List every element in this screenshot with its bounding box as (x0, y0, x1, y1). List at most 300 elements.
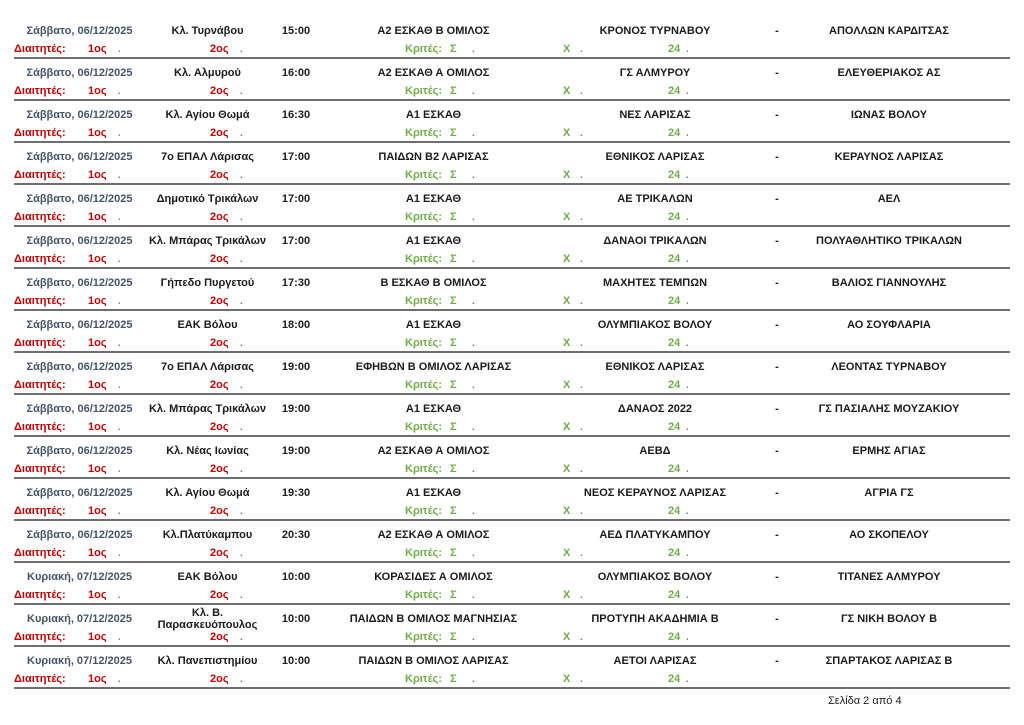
referee2-dot: . (240, 296, 243, 307)
away-team: ΙΩΝΑΣ ΒΟΛΟΥ (850, 108, 928, 121)
referees-label: Διαιτητές: (14, 379, 66, 391)
officials-line (14, 548, 1010, 561)
match-time: 15:00 (281, 24, 311, 37)
referee1-dot: . (118, 674, 121, 685)
referees-label: Διαιτητές: (14, 85, 66, 97)
match-info-line (14, 521, 1010, 548)
officials-label: Κριτές: (405, 253, 443, 265)
timekeeper-label: Χ (563, 589, 571, 601)
timekeeper-dot: . (580, 338, 583, 349)
officials-label: Κριτές: (405, 211, 443, 223)
shotclock-dot: . (686, 380, 689, 391)
match-time: 17:00 (281, 150, 311, 163)
timekeeper-dot: . (580, 422, 583, 433)
officials-line (14, 422, 1010, 435)
shotclock-label: 24 (668, 673, 681, 685)
referee2-dot: . (240, 380, 243, 391)
shotclock-label: 24 (668, 169, 681, 181)
home-team: ΚΡΟΝΟΣ ΤΥΡΝΑΒΟΥ (599, 24, 711, 37)
match-date: Σάββατο, 06/12/2025 (26, 486, 133, 499)
officials-label: Κριτές: (405, 631, 443, 643)
match-row (14, 521, 1010, 563)
referee2-label: 2ος (210, 127, 229, 139)
scorer-label: Σ (450, 43, 457, 55)
match-row (14, 647, 1010, 689)
home-team: ΕΘΝΙΚΟΣ ΛΑΡΙΣΑΣ (605, 150, 705, 163)
match-info-line (14, 563, 1010, 590)
officials-label: Κριτές: (405, 589, 443, 601)
match-date: Κυριακή, 07/12/2025 (27, 612, 132, 625)
scorer-label: Σ (450, 505, 457, 517)
officials-label: Κριτές: (405, 43, 443, 55)
referee1-dot: . (118, 464, 121, 475)
match-venue: Γήπεδο Πυργετού (160, 276, 255, 289)
referee1-label: 1ος (88, 337, 107, 349)
shotclock-dot: . (686, 506, 689, 517)
referee2-label: 2ος (210, 379, 229, 391)
match-venue: Κλ.Πλατύκαμπου (162, 528, 253, 541)
referee1-dot: . (118, 338, 121, 349)
shotclock-label: 24 (668, 253, 681, 265)
match-category: Α1 ΕΣΚΑΘ (405, 108, 462, 121)
match-date: Σάββατο, 06/12/2025 (26, 66, 133, 79)
shotclock-label: 24 (668, 43, 681, 55)
scorer-dot: . (472, 590, 475, 601)
home-team: ΠΡΟΤΥΠΗ ΑΚΑΔΗΜΙΑ Β (591, 612, 719, 625)
home-team: ΓΣ ΑΛΜΥΡΟΥ (619, 66, 691, 79)
match-row (14, 59, 1010, 101)
referee2-dot: . (240, 506, 243, 517)
referee2-dot: . (240, 590, 243, 601)
scorer-label: Σ (450, 295, 457, 307)
match-time: 19:00 (281, 444, 311, 457)
referee2-label: 2ος (210, 421, 229, 433)
home-team: ΜΑΧΗΤΕΣ ΤΕΜΠΩΝ (602, 276, 708, 289)
match-date: Σάββατο, 06/12/2025 (26, 528, 133, 541)
referees-label: Διαιτητές: (14, 127, 66, 139)
referee1-dot: . (118, 632, 121, 643)
referee2-dot: . (240, 86, 243, 97)
referee1-dot: . (118, 548, 121, 559)
match-time: 17:30 (281, 276, 311, 289)
referees-label: Διαιτητές: (14, 295, 66, 307)
referees-label: Διαιτητές: (14, 253, 66, 265)
referee1-label: 1ος (88, 631, 107, 643)
vs-dash: - (775, 318, 779, 331)
timekeeper-label: Χ (563, 463, 571, 475)
referee2-dot: . (240, 422, 243, 433)
referee1-label: 1ος (88, 169, 107, 181)
referee1-label: 1ος (88, 421, 107, 433)
match-category: Α1 ΕΣΚΑΘ (405, 192, 462, 205)
timekeeper-dot: . (580, 86, 583, 97)
vs-dash: - (775, 570, 779, 583)
match-venue: Κλ. Αγίου Θωμά (165, 486, 250, 499)
away-team: ΑΠΟΛΛΩΝ ΚΑΡΔΙΤΣΑΣ (829, 24, 949, 37)
match-info-line (14, 17, 1010, 44)
officials-line (14, 254, 1010, 267)
match-date: Σάββατο, 06/12/2025 (26, 24, 133, 37)
shotclock-label: 24 (668, 589, 681, 601)
match-venue: 7ο ΕΠΑΛ Λάρισας (160, 150, 255, 163)
match-info-line (14, 479, 1010, 506)
match-venue: ΕΑΚ Βόλου (177, 570, 238, 583)
match-venue: Κλ. Μπάρας Τρικάλων (148, 402, 267, 415)
scorer-dot: . (472, 422, 475, 433)
away-team: ΤΙΤΑΝΕΣ ΑΛΜΥΡΟΥ (837, 570, 941, 583)
referees-label: Διαιτητές: (14, 463, 66, 475)
match-info-line (14, 143, 1010, 170)
timekeeper-dot: . (580, 506, 583, 517)
timekeeper-label: Χ (563, 379, 571, 391)
vs-dash: - (775, 444, 779, 457)
timekeeper-label: Χ (563, 253, 571, 265)
match-time: 16:00 (281, 66, 311, 79)
shotclock-label: 24 (668, 631, 681, 643)
referee2-label: 2ος (210, 589, 229, 601)
referees-label: Διαιτητές: (14, 589, 66, 601)
timekeeper-dot: . (580, 380, 583, 391)
vs-dash: - (775, 66, 779, 79)
shotclock-dot: . (686, 212, 689, 223)
match-row (14, 437, 1010, 479)
vs-dash: - (775, 654, 779, 667)
referee2-dot: . (240, 338, 243, 349)
match-time: 10:00 (281, 570, 311, 583)
timekeeper-label: Χ (563, 85, 571, 97)
referee2-dot: . (240, 632, 243, 643)
shotclock-label: 24 (668, 85, 681, 97)
referee2-label: 2ος (210, 169, 229, 181)
referee2-dot: . (240, 674, 243, 685)
shotclock-dot: . (686, 338, 689, 349)
officials-label: Κριτές: (405, 379, 443, 391)
referees-label: Διαιτητές: (14, 673, 66, 685)
referee2-label: 2ος (210, 547, 229, 559)
match-info-line (14, 227, 1010, 254)
home-team: ΝΕΟΣ ΚΕΡΑΥΝΟΣ ΛΑΡΙΣΑΣ (583, 486, 727, 499)
match-venue: Δημοτικό Τρικάλων (156, 192, 259, 205)
match-row (14, 143, 1010, 185)
referee1-label: 1ος (88, 211, 107, 223)
shotclock-dot: . (686, 548, 689, 559)
shotclock-dot: . (686, 128, 689, 139)
match-time: 17:00 (281, 234, 311, 247)
match-venue: 7ο ΕΠΑΛ Λάρισας (160, 360, 255, 373)
match-date: Σάββατο, 06/12/2025 (26, 234, 133, 247)
timekeeper-dot: . (580, 128, 583, 139)
scorer-dot: . (472, 296, 475, 307)
officials-line (14, 128, 1010, 141)
match-date: Σάββατο, 06/12/2025 (26, 360, 133, 373)
match-category: Α1 ΕΣΚΑΘ (405, 402, 462, 415)
timekeeper-dot: . (580, 44, 583, 55)
timekeeper-label: Χ (563, 169, 571, 181)
referees-label: Διαιτητές: (14, 43, 66, 55)
referee2-dot: . (240, 44, 243, 55)
away-team: ΑΓΡΙΑ ΓΣ (864, 486, 914, 499)
referee2-dot: . (240, 170, 243, 181)
officials-label: Κριτές: (405, 463, 443, 475)
scorer-dot: . (472, 170, 475, 181)
timekeeper-label: Χ (563, 547, 571, 559)
referee1-dot: . (118, 254, 121, 265)
scorer-dot: . (472, 86, 475, 97)
officials-label: Κριτές: (405, 295, 443, 307)
scorer-label: Σ (450, 337, 457, 349)
officials-label: Κριτές: (405, 505, 443, 517)
timekeeper-label: Χ (563, 421, 571, 433)
match-venue: Κλ. Β. Παρασκευόπουλος (157, 606, 258, 631)
referee2-dot: . (240, 464, 243, 475)
referee1-label: 1ος (88, 673, 107, 685)
match-category: ΠΑΙΔΩΝ Β2 ΛΑΡΙΣΑΣ (378, 150, 489, 163)
referee2-label: 2ος (210, 463, 229, 475)
officials-line (14, 212, 1010, 225)
match-time: 20:30 (281, 528, 311, 541)
vs-dash: - (775, 486, 779, 499)
shotclock-dot: . (686, 296, 689, 307)
vs-dash: - (775, 24, 779, 37)
referees-label: Διαιτητές: (14, 505, 66, 517)
away-team: ΚΕΡΑΥΝΟΣ ΛΑΡΙΣΑΣ (834, 150, 944, 163)
referees-label: Διαιτητές: (14, 421, 66, 433)
shotclock-label: 24 (668, 127, 681, 139)
scorer-dot: . (472, 464, 475, 475)
home-team: ΔΑΝΑΟΣ 2022 (617, 402, 693, 415)
referee1-dot: . (118, 212, 121, 223)
match-category: Α2 ΕΣΚΑΘ Β ΟΜΙΛΟΣ (377, 24, 490, 37)
shotclock-dot: . (686, 44, 689, 55)
scorer-dot: . (472, 380, 475, 391)
match-category: Α2 ΕΣΚΑΘ Α ΟΜΙΛΟΣ (377, 66, 490, 79)
match-row (14, 269, 1010, 311)
match-row (14, 185, 1010, 227)
officials-line (14, 674, 1010, 687)
match-info-line (14, 59, 1010, 86)
match-info-line (14, 311, 1010, 338)
match-category: Α2 ΕΣΚΑΘ Α ΟΜΙΛΟΣ (377, 444, 490, 457)
match-row (14, 479, 1010, 521)
officials-label: Κριτές: (405, 421, 443, 433)
scorer-label: Σ (450, 85, 457, 97)
match-row (14, 227, 1010, 269)
match-time: 10:00 (281, 654, 311, 667)
referee1-label: 1ος (88, 463, 107, 475)
referee1-label: 1ος (88, 253, 107, 265)
match-row (14, 353, 1010, 395)
vs-dash: - (775, 360, 779, 373)
match-category: Α1 ΕΣΚΑΘ (405, 234, 462, 247)
match-time: 16:30 (281, 108, 311, 121)
match-date: Σάββατο, 06/12/2025 (26, 192, 133, 205)
scorer-dot: . (472, 674, 475, 685)
scorer-label: Σ (450, 379, 457, 391)
match-venue: Κλ. Πανεπιστημίου (157, 654, 258, 667)
match-date: Σάββατο, 06/12/2025 (26, 150, 133, 163)
referees-label: Διαιτητές: (14, 547, 66, 559)
referee2-label: 2ος (210, 85, 229, 97)
scorer-dot: . (472, 128, 475, 139)
shotclock-dot: . (686, 170, 689, 181)
page-indicator: Σελίδα 2 από 4 (828, 695, 902, 707)
timekeeper-dot: . (580, 674, 583, 685)
match-category: Α2 ΕΣΚΑΘ Α ΟΜΙΛΟΣ (377, 528, 490, 541)
referees-label: Διαιτητές: (14, 631, 66, 643)
timekeeper-label: Χ (563, 295, 571, 307)
officials-line (14, 44, 1010, 57)
match-row (14, 605, 1010, 647)
match-venue: Κλ. Τυρνάβου (171, 24, 244, 37)
shotclock-dot: . (686, 422, 689, 433)
referee2-dot: . (240, 548, 243, 559)
timekeeper-label: Χ (563, 631, 571, 643)
referee1-dot: . (118, 128, 121, 139)
shotclock-label: 24 (668, 379, 681, 391)
away-team: ΕΡΜΗΣ ΑΓΙΑΣ (852, 444, 926, 457)
match-info-line (14, 647, 1010, 674)
shotclock-label: 24 (668, 421, 681, 433)
match-time: 19:00 (281, 360, 311, 373)
match-time: 19:30 (281, 486, 311, 499)
match-venue: Κλ. Αλμυρού (174, 66, 241, 79)
scorer-dot: . (472, 212, 475, 223)
timekeeper-dot: . (580, 632, 583, 643)
referees-label: Διαιτητές: (14, 211, 66, 223)
away-team: ΓΣ ΝΙΚΗ ΒΟΛΟΥ Β (840, 612, 938, 625)
referee2-label: 2ος (210, 295, 229, 307)
referee1-dot: . (118, 380, 121, 391)
match-category: ΠΑΙΔΩΝ Β ΟΜΙΛΟΣ ΛΑΡΙΣΑΣ (358, 654, 509, 667)
match-info-line (14, 185, 1010, 212)
referee2-label: 2ος (210, 631, 229, 643)
vs-dash: - (775, 276, 779, 289)
scorer-label: Σ (450, 169, 457, 181)
referee2-dot: . (240, 212, 243, 223)
officials-line (14, 86, 1010, 99)
timekeeper-label: Χ (563, 337, 571, 349)
officials-label: Κριτές: (405, 127, 443, 139)
vs-dash: - (775, 234, 779, 247)
timekeeper-dot: . (580, 464, 583, 475)
match-info-line (14, 353, 1010, 380)
match-row (14, 101, 1010, 143)
officials-line (14, 464, 1010, 477)
referee1-label: 1ος (88, 295, 107, 307)
officials-label: Κριτές: (405, 85, 443, 97)
shotclock-dot: . (686, 464, 689, 475)
shotclock-label: 24 (668, 505, 681, 517)
match-row (14, 395, 1010, 437)
referee1-label: 1ος (88, 85, 107, 97)
match-category: Β ΕΣΚΑΘ Β ΟΜΙΛΟΣ (380, 276, 487, 289)
match-date: Σάββατο, 06/12/2025 (26, 108, 133, 121)
home-team: ΑΕΒΔ (639, 444, 671, 457)
away-team: ΓΣ ΠΑΣΙΑΛΗΣ ΜΟΥΖΑΚΙΟΥ (818, 402, 960, 415)
referee1-label: 1ος (88, 127, 107, 139)
officials-line (14, 380, 1010, 393)
timekeeper-label: Χ (563, 673, 571, 685)
officials-label: Κριτές: (405, 673, 443, 685)
referee1-dot: . (118, 86, 121, 97)
referee2-dot: . (240, 254, 243, 265)
match-info-line (14, 395, 1010, 422)
match-category: Α1 ΕΣΚΑΘ (405, 318, 462, 331)
match-category: ΕΦΗΒΩΝ Β ΟΜΙΛΟΣ ΛΑΡΙΣΑΣ (355, 360, 512, 373)
referee1-label: 1ος (88, 379, 107, 391)
timekeeper-dot: . (580, 548, 583, 559)
shotclock-dot: . (686, 254, 689, 265)
officials-line (14, 170, 1010, 183)
vs-dash: - (775, 192, 779, 205)
match-row (14, 17, 1010, 59)
timekeeper-label: Χ (563, 505, 571, 517)
officials-line (14, 296, 1010, 309)
referee1-label: 1ος (88, 505, 107, 517)
scorer-dot: . (472, 44, 475, 55)
vs-dash: - (775, 402, 779, 415)
away-team: ΒΑΛΙΟΣ ΓΙΑΝΝΟΥΛΗΣ (831, 276, 947, 289)
home-team: ΔΑΝΑΟΙ ΤΡΙΚΑΛΩΝ (603, 234, 707, 247)
shotclock-label: 24 (668, 295, 681, 307)
scorer-label: Σ (450, 589, 457, 601)
referee1-dot: . (118, 170, 121, 181)
match-row (14, 563, 1010, 605)
match-time: 10:00 (281, 612, 311, 625)
match-date: Κυριακή, 07/12/2025 (27, 654, 132, 667)
referee2-label: 2ος (210, 505, 229, 517)
scorer-label: Σ (450, 673, 457, 685)
match-date: Σάββατο, 06/12/2025 (26, 276, 133, 289)
match-category: Α1 ΕΣΚΑΘ (405, 486, 462, 499)
timekeeper-label: Χ (563, 43, 571, 55)
referee2-label: 2ος (210, 211, 229, 223)
timekeeper-dot: . (580, 296, 583, 307)
referee2-label: 2ος (210, 673, 229, 685)
scorer-label: Σ (450, 421, 457, 433)
match-time: 18:00 (281, 318, 311, 331)
referee2-label: 2ος (210, 253, 229, 265)
scorer-label: Σ (450, 253, 457, 265)
match-row (14, 311, 1010, 353)
vs-dash: - (775, 108, 779, 121)
scorer-label: Σ (450, 127, 457, 139)
home-team: ΝΕΣ ΛΑΡΙΣΑΣ (619, 108, 691, 121)
scorer-dot: . (472, 548, 475, 559)
shotclock-label: 24 (668, 211, 681, 223)
shotclock-label: 24 (668, 337, 681, 349)
referee1-dot: . (118, 506, 121, 517)
match-info-line (14, 605, 1010, 632)
home-team: ΑΕ ΤΡΙΚΑΛΩΝ (617, 192, 693, 205)
referees-label: Διαιτητές: (14, 337, 66, 349)
scorer-label: Σ (450, 211, 457, 223)
away-team: ΛΕΟΝΤΑΣ ΤΥΡΝΑΒΟΥ (831, 360, 947, 373)
match-table (14, 17, 1010, 689)
shotclock-label: 24 (668, 547, 681, 559)
match-venue: Κλ. Μπάρας Τρικάλων (148, 234, 267, 247)
timekeeper-label: Χ (563, 211, 571, 223)
home-team: ΟΛΥΜΠΙΑΚΟΣ ΒΟΛΟΥ (597, 570, 713, 583)
timekeeper-dot: . (580, 170, 583, 181)
away-team: ΣΠΑΡΤΑΚΟΣ ΛΑΡΙΣΑΣ Β (825, 654, 953, 667)
timekeeper-dot: . (580, 254, 583, 265)
referee2-label: 2ος (210, 43, 229, 55)
match-date: Σάββατο, 06/12/2025 (26, 318, 133, 331)
scorer-label: Σ (450, 463, 457, 475)
referee1-label: 1ος (88, 589, 107, 601)
match-info-line (14, 101, 1010, 128)
